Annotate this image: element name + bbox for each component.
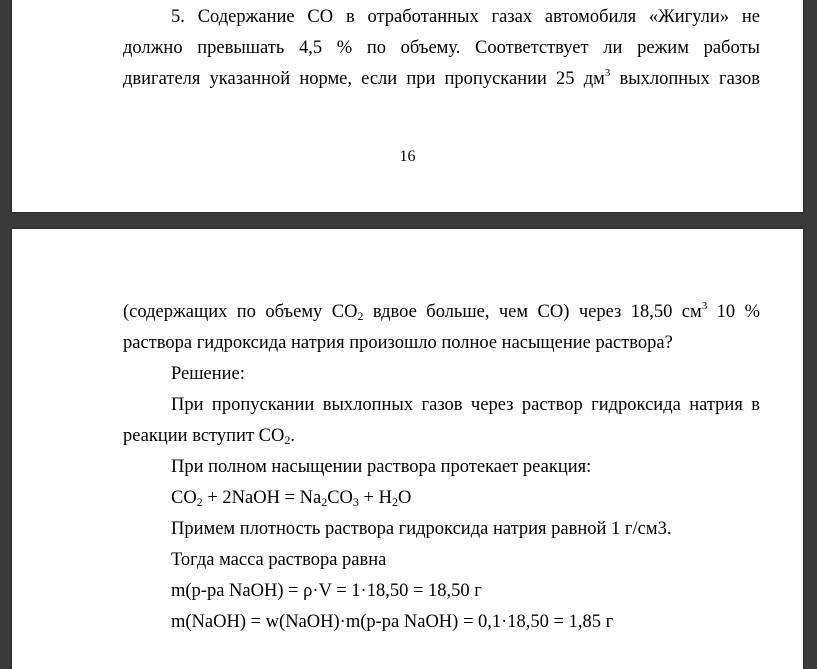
subscript: 2: [284, 433, 291, 447]
solution-para-4: Тогда масса раствора равна: [171, 550, 387, 570]
text-fragment: .: [290, 426, 295, 446]
superscript: 3: [604, 67, 611, 79]
text-fragment: + H: [358, 488, 392, 508]
document-page-top: [12, 0, 803, 212]
problem-text-bottom: [123, 297, 760, 638]
text-fragment: CO: [327, 488, 353, 508]
problem-line-3: [123, 64, 760, 95]
subscript: 2: [321, 495, 328, 509]
problem-line-3-end: выхлопных газов: [610, 69, 760, 89]
problem-line-1: 5. Содержание СО в отработанных газах автомобиля «Жигули» не: [171, 7, 760, 27]
text-fragment: + 2NaOH = Na: [202, 488, 322, 508]
page-number: 16: [399, 148, 416, 165]
solution-para-1-line-1: При пропускании выхлопных газов через раствор гидроксида натрия в: [171, 395, 760, 415]
problem-line-3-text: двигателя указанной норме, если при пропускании 25 дм: [123, 69, 605, 89]
text-fragment: (содержащих по объему CO: [123, 302, 358, 322]
reaction-equation: [123, 483, 760, 514]
text-fragment: CO: [171, 488, 197, 508]
formula-solution-mass: m(р-ра NaOH) = ρ·V = 1·18,50 = 18,50 г: [171, 581, 482, 601]
problem-continuation-line-1: [123, 297, 760, 328]
solution-para-2: При полном насыщении раствора протекает реакция:: [171, 457, 592, 477]
superscript: 3: [701, 300, 708, 312]
text-fragment: O: [397, 488, 412, 508]
problem-continuation-line-2: раствора гидроксида натрия произошло полное насыщение раствора?: [123, 333, 673, 353]
problem-line-2: должно превышать 4,5 % по объему. Соответствует ли режим работы: [123, 38, 760, 58]
text-fragment: вдвое больше, чем CO) через 18,50 см: [363, 302, 702, 322]
solution-para-1-line-2: [123, 421, 760, 452]
solution-heading: Решение:: [171, 364, 245, 384]
subscript: 2: [196, 495, 203, 509]
text-fragment: реакции вступит CO: [123, 426, 285, 446]
subscript: 2: [357, 309, 364, 323]
text-fragment: 10 %: [707, 302, 760, 322]
document-page-bottom: [12, 229, 803, 669]
subscript: 3: [352, 495, 359, 509]
subscript: 2: [391, 495, 398, 509]
formula-naoh-mass: m(NaOH) = w(NaOH)·m(р-ра NaOH) = 0,1·18,50 = 1,85 г: [171, 612, 614, 632]
problem-text-top: [123, 2, 760, 95]
solution-para-3: Примем плотность раствора гидроксида натрия равной 1 г/см3.: [171, 519, 672, 539]
